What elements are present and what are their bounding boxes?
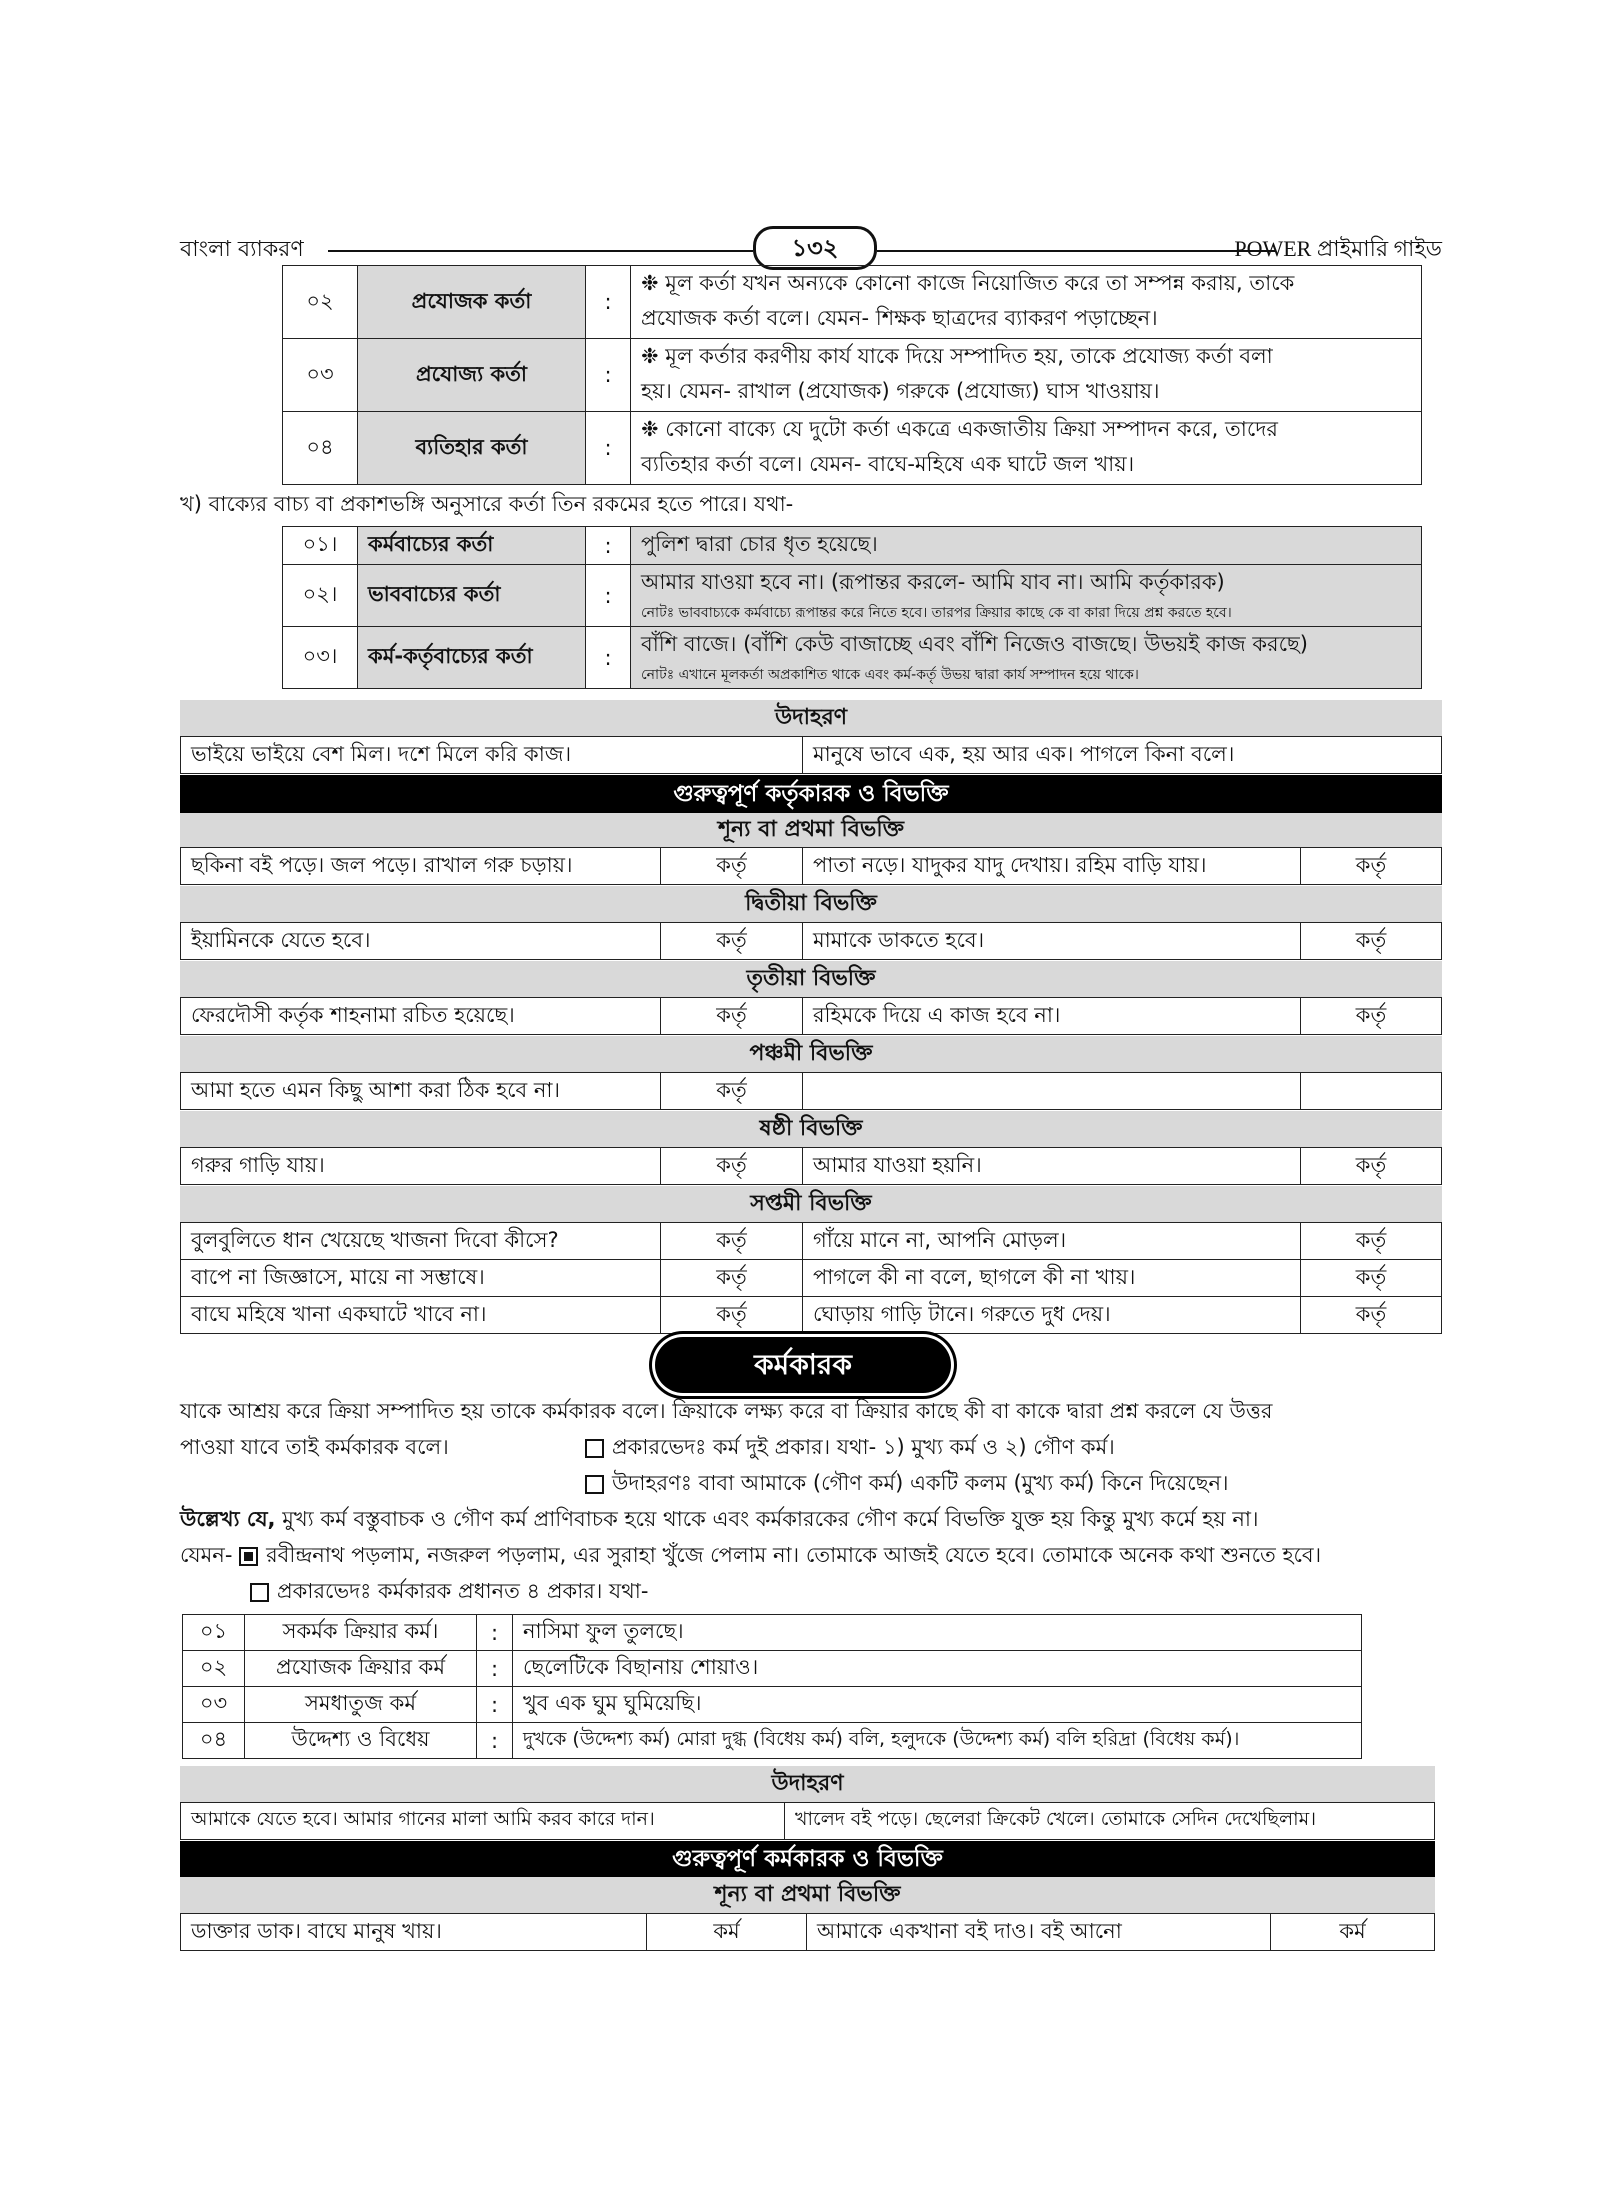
vibhakti-table bbox=[180, 922, 1442, 960]
example-cell: বাঘে মহিষে খানা একঘাটে খাবে না। bbox=[181, 1297, 661, 1334]
kha-intro: খ) বাক্যের বাচ্য বা প্রকাশভঙ্গি অনুসারে কর্তা তিন রকমের হতে পারে। যথা- bbox=[180, 492, 794, 516]
example-cell: ইয়ামিনকে যেতে হবে। bbox=[181, 923, 661, 960]
type-name: উদ্দেশ্য ও বিধেয় bbox=[245, 1723, 477, 1759]
example-heading: উদাহরণ bbox=[180, 1766, 1435, 1802]
example-right: খালেদ বই পড়ে। ছেলেরা ক্রিকেট খেলে। তোমাকে সেদিন দেখেছিলাম। bbox=[785, 1803, 1435, 1840]
karmakarak-definition bbox=[180, 1393, 1442, 1609]
karak-label bbox=[1301, 1073, 1442, 1110]
separator: : bbox=[586, 339, 631, 412]
table-row bbox=[183, 1651, 1362, 1687]
table-row bbox=[183, 1723, 1362, 1759]
example-cell: মামাকে ডাকতে হবে। bbox=[803, 923, 1301, 960]
definition-cell bbox=[631, 412, 1422, 485]
example-text: আমার যাওয়া হবে না। (রূপান্তর করলে- আমি যাব না। আমি কর্তৃকারক) bbox=[641, 570, 1225, 594]
example-cell bbox=[631, 627, 1422, 689]
term-cell: ব্যতিহার কর্তা bbox=[358, 412, 586, 485]
term-cell: কর্মবাচ্যের কর্তা bbox=[358, 527, 586, 565]
row-number: ০৪ bbox=[283, 412, 358, 485]
definition-line: মূল কর্তা যখন অন্যকে কোনো কাজে নিয়োজিত করে তা সম্পন্ন করায়, তাকে bbox=[665, 271, 1295, 295]
filled-checkbox-icon bbox=[239, 1547, 258, 1566]
example-label: যেমন- bbox=[180, 1543, 233, 1567]
type-example: দুখকে (উদ্দেশ্য কর্ম) মোরা দুগ্ধ (বিধেয় কর্ম) বলি, হলুদকে (উদ্দেশ্য কর্ম) বলি হরিদ্রা (বিধেয় কর্ম)। bbox=[513, 1723, 1362, 1759]
note-line bbox=[180, 1501, 1442, 1537]
vibhakti-heading: শূন্য বা প্রথমা বিভক্তি bbox=[180, 1877, 1435, 1913]
example-cell: ফেরদৌসী কর্তৃক শাহনামা রচিত হয়েছে। bbox=[181, 998, 661, 1035]
table-row bbox=[181, 848, 1442, 885]
note-text: মুখ্য কর্ম বস্তুবাচক ও গৌণ কর্ম প্রাণিবাচক হয়ে থাকে এবং কর্মকারকের গৌণ কর্মে বিভক্তি যুক্ত হয় কিন্তু মুখ্য কর্মে হয় না। bbox=[275, 1507, 1259, 1531]
example-cell: রহিমকে দিয়ে এ কাজ হবে না। bbox=[803, 998, 1301, 1035]
row-number: ০৩। bbox=[283, 627, 358, 689]
table-row bbox=[181, 737, 1442, 774]
table-row bbox=[181, 1223, 1442, 1260]
checkbox-icon bbox=[585, 1475, 604, 1494]
karak-label: কর্তৃ bbox=[1301, 848, 1442, 885]
type-note-text: প্রকারভেদঃ কর্ম দুই প্রকার। যথা- ১) মুখ্য কর্ম ও ২) গৌণ কর্ম। bbox=[612, 1435, 1115, 1459]
row-number: ০৪ bbox=[183, 1723, 245, 1759]
example-cell: গাঁয়ে মানে না, আপনি মোড়ল। bbox=[803, 1223, 1301, 1260]
example-cell: ঘোড়ায় গাড়ি টানে। গরুতে দুধ দেয়। bbox=[803, 1297, 1301, 1334]
vibhakti-heading: দ্বিতীয়া বিভক্তি bbox=[180, 886, 1442, 922]
example-cell: বাপে না জিজ্ঞাসে, মায়ে না সম্ভাষে। bbox=[181, 1260, 661, 1297]
table-row bbox=[181, 1148, 1442, 1185]
example-cell: বুলবুলিতে ধান খেয়েছে খাজনা দিবো কীসে? bbox=[181, 1223, 661, 1260]
example-cell bbox=[631, 527, 1422, 565]
karak-label: কর্তৃ bbox=[1301, 1148, 1442, 1185]
term-cell: ভাববাচ্যের কর্তা bbox=[358, 565, 586, 627]
example-left: ভাইয়ে ভাইয়ে বেশ মিল। দশে মিলে করি কাজ। bbox=[181, 737, 803, 774]
separator: : bbox=[586, 412, 631, 485]
vibhakti-heading: সপ্তমী বিভক্তি bbox=[180, 1186, 1442, 1222]
table-row bbox=[181, 1260, 1442, 1297]
example-cell: ছকিনা বই পড়ে। জল পড়ে। রাখাল গরু চড়ায়। bbox=[181, 848, 661, 885]
section-title: গুরুত্বপূর্ণ কর্তৃকারক ও বিভক্তি bbox=[180, 775, 1442, 813]
definition-line: হয়। যেমন- রাখাল (প্রযোজক) গরুকে (প্রযোজ্য) ঘাস খাওয়ায়। bbox=[641, 379, 1160, 403]
type-note bbox=[585, 1429, 1115, 1465]
vibhakti-table bbox=[180, 1913, 1435, 1951]
row-number: ০২ bbox=[183, 1651, 245, 1687]
vachya-karta-table bbox=[282, 526, 1422, 689]
karak-label: কর্তৃ bbox=[661, 998, 803, 1035]
header-rule-left bbox=[328, 250, 753, 252]
definition-line: ব্যতিহার কর্তা বলে। যেমন- বাঘে-মহিষে এক ঘাটে জল খায়। bbox=[641, 452, 1135, 476]
example-right: মানুষে ভাবে এক, হয় আর এক। পাগলে কিনা বলে। bbox=[803, 737, 1442, 774]
header-book-title: POWER প্রাইমারি গাইড bbox=[1234, 236, 1442, 261]
type-name: সকর্মক ক্রিয়ার কর্ম। bbox=[245, 1615, 477, 1651]
example-text: রবীন্দ্রনাথ পড়লাম, নজরুল পড়লাম, এর সুরাহা খুঁজে পেলাম না। তোমাকে আজই যেতে হবে। তোমাকে অনেক কথা শুনতে হবে। bbox=[266, 1543, 1322, 1567]
karma-types-table bbox=[182, 1614, 1362, 1759]
checkbox-icon bbox=[585, 1439, 604, 1458]
term-cell: কর্ম-কর্তৃবাচ্যের কর্তা bbox=[358, 627, 586, 689]
table-row bbox=[181, 1297, 1442, 1334]
table-row bbox=[283, 339, 1422, 412]
definition-cell bbox=[631, 266, 1422, 339]
row-number: ০১ bbox=[183, 1615, 245, 1651]
checkbox-icon bbox=[250, 1583, 269, 1602]
note-text: নোটঃ ভাববাচ্যকে কর্মবাচ্যে রূপান্তর করে নিতে হবে। তারপর ক্রিয়ার কাছে কে বা কারা দিয়ে প্রশ্ন করতে হবে। bbox=[641, 605, 1232, 621]
table-row bbox=[283, 412, 1422, 485]
table-row bbox=[181, 1914, 1435, 1951]
term-cell: প্রযোজক কর্তা bbox=[358, 266, 586, 339]
vibhakti-heading: পঞ্চমী বিভক্তি bbox=[180, 1036, 1442, 1072]
table-row bbox=[183, 1615, 1362, 1651]
karak-label: কর্তৃ bbox=[661, 1297, 803, 1334]
definition-line: যাকে আশ্রয় করে ক্রিয়া সম্পাদিত হয় তাকে কর্মকারক বলে। ক্রিয়াকে লক্ষ্য করে বা ক্রিয়ার কাছে কী বা কাকে দ্বারা প্রশ্ন করলে যে উত্তর bbox=[180, 1399, 1273, 1423]
karak-label: কর্ম bbox=[1271, 1914, 1435, 1951]
type-example: ছেলেটিকে বিছানায় শোয়াও। bbox=[513, 1651, 1362, 1687]
example-cell bbox=[631, 565, 1422, 627]
example-cell: আমার যাওয়া হয়নি। bbox=[803, 1148, 1301, 1185]
example-text: পুলিশ দ্বারা চোর ধৃত হয়েছে। bbox=[641, 532, 878, 556]
karak-label: কর্তৃ bbox=[661, 1073, 803, 1110]
separator: : bbox=[477, 1687, 513, 1723]
karak-label: কর্তৃ bbox=[1301, 923, 1442, 960]
karak-label: কর্তৃ bbox=[661, 1260, 803, 1297]
types-intro-line bbox=[180, 1573, 1442, 1609]
table-row bbox=[283, 627, 1422, 689]
header-subject: বাংলা ব্যাকরণ bbox=[180, 237, 304, 262]
table-row bbox=[181, 1803, 1435, 1840]
vibhakti-table bbox=[180, 997, 1442, 1035]
table-row bbox=[283, 565, 1422, 627]
note-text: নোটঃ এখানে মূলকর্তা অপ্রকাশিত থাকে এবং কর্ম-কর্তৃ উভয় দ্বারা কার্য সম্পাদন হয়ে থাকে। bbox=[641, 667, 1139, 683]
vibhakti-heading: তৃতীয়া বিভক্তি bbox=[180, 961, 1442, 997]
example-cell: পাতা নড়ে। যাদুকর যাদু দেখায়। রহিম বাড়ি যায়। bbox=[803, 848, 1301, 885]
types-intro-text: প্রকারভেদঃ কর্মকারক প্রধানত ৪ প্রকার। যথা- bbox=[277, 1579, 649, 1603]
row-number: ০১। bbox=[283, 527, 358, 565]
separator: : bbox=[586, 266, 631, 339]
example-note-line bbox=[180, 1465, 1442, 1501]
karak-label: কর্তৃ bbox=[661, 923, 803, 960]
definition-line bbox=[180, 1429, 1442, 1465]
section-title: গুরুত্বপূর্ণ কর্মকারক ও বিভক্তি bbox=[180, 1841, 1435, 1877]
karak-label: কর্তৃ bbox=[661, 1148, 803, 1185]
karak-label: কর্তৃ bbox=[661, 848, 803, 885]
row-number: ০৩ bbox=[183, 1687, 245, 1723]
vibhakti-table bbox=[180, 1072, 1442, 1110]
example-cell: পাগলে কী না বলে, ছাগলে কী না খায়। bbox=[803, 1260, 1301, 1297]
example-cell: আমাকে একখানা বই দাও। বই আনো bbox=[807, 1914, 1271, 1951]
example-text: বাঁশি বাজে। (বাঁশি কেউ বাজাচ্ছে এবং বাঁশি নিজেও বাজছে। উভয়ই কাজ করছে) bbox=[641, 632, 1308, 656]
example-cell: গরুর গাড়ি যায়। bbox=[181, 1148, 661, 1185]
definition-line: মূল কর্তার করণীয় কার্য যাকে দিয়ে সম্পাদিত হয়, তাকে প্রযোজ্য কর্তা বলা bbox=[665, 344, 1273, 368]
karak-label: কর্তৃ bbox=[1301, 1260, 1442, 1297]
karmakarak-title-pill: কর্মকারক bbox=[655, 1337, 951, 1393]
separator: : bbox=[477, 1723, 513, 1759]
table-row bbox=[283, 527, 1422, 565]
separator: : bbox=[586, 527, 631, 565]
vibhakti-heading: শূন্য বা প্রথমা বিভক্তি bbox=[180, 813, 1442, 847]
vibhakti-heading: ষষ্ঠী বিভক্তি bbox=[180, 1111, 1442, 1147]
example-line bbox=[180, 1537, 1442, 1573]
karak-label: কর্তৃ bbox=[1301, 1297, 1442, 1334]
separator: : bbox=[477, 1615, 513, 1651]
separator: : bbox=[586, 627, 631, 689]
example-cell: ডাক্তার ডাক। বাঘে মানুষ খায়। bbox=[181, 1914, 647, 1951]
table-row bbox=[181, 1073, 1442, 1110]
separator: : bbox=[586, 565, 631, 627]
row-number: ০৩ bbox=[283, 339, 358, 412]
example-cell bbox=[803, 1073, 1301, 1110]
definition-line: কোনো বাক্যে যে দুটো কর্তা একত্রে একজাতীয় ক্রিয়া সম্পাদন করে, তাদের bbox=[665, 417, 1278, 441]
table-row bbox=[181, 923, 1442, 960]
type-name: প্রযোজক ক্রিয়ার কর্ম bbox=[245, 1651, 477, 1687]
example-left: আমাকে যেতে হবে। আমার গানের মালা আমি করব কারে দান। bbox=[181, 1803, 785, 1840]
definition-text: পাওয়া যাবে তাই কর্মকারক বলে। bbox=[180, 1435, 449, 1459]
karak-label: কর্ম bbox=[647, 1914, 807, 1951]
definition-cell bbox=[631, 339, 1422, 412]
example-table bbox=[180, 1802, 1435, 1840]
table-row bbox=[283, 266, 1422, 339]
karak-label: কর্তৃ bbox=[661, 1223, 803, 1260]
vibhakti-table bbox=[180, 1147, 1442, 1185]
definition-line: প্রযোজক কর্তা বলে। যেমন- শিক্ষক ছাত্রদের ব্যাকরণ পড়াচ্ছেন। bbox=[641, 306, 1158, 330]
table-row bbox=[181, 998, 1442, 1035]
example-heading: উদাহরণ bbox=[180, 700, 1442, 736]
header-rule-right bbox=[877, 250, 1275, 252]
example-note-text: উদাহরণঃ বাবা আমাকে (গৌণ কর্ম) একটি কলম (মুখ্য কর্ম) কিনে দিয়েছেন। bbox=[612, 1471, 1229, 1495]
vibhakti-table bbox=[180, 847, 1442, 885]
row-number: ০২। bbox=[283, 565, 358, 627]
type-name: সমধাতুজ কর্ম bbox=[245, 1687, 477, 1723]
vibhakti-table bbox=[180, 1222, 1442, 1334]
example-cell: আমা হতে এমন কিছু আশা করা ঠিক হবে না। bbox=[181, 1073, 661, 1110]
flower-bullet-icon: ❉ bbox=[641, 344, 659, 368]
karta-types-table bbox=[282, 265, 1422, 485]
separator: : bbox=[477, 1651, 513, 1687]
note-bold: উল্লেখ্য যে, bbox=[180, 1507, 276, 1531]
row-number: ০২ bbox=[283, 266, 358, 339]
flower-bullet-icon: ❉ bbox=[641, 271, 659, 295]
karak-label: কর্তৃ bbox=[1301, 1223, 1442, 1260]
karak-label: কর্তৃ bbox=[1301, 998, 1442, 1035]
type-example: নাসিমা ফুল তুলছে। bbox=[513, 1615, 1362, 1651]
flower-bullet-icon: ❉ bbox=[641, 417, 659, 441]
example-table bbox=[180, 736, 1442, 774]
term-cell: প্রযোজ্য কর্তা bbox=[358, 339, 586, 412]
page-number: ১৩২ bbox=[753, 226, 877, 270]
table-row bbox=[183, 1687, 1362, 1723]
type-example: খুব এক ঘুম ঘুমিয়েছি। bbox=[513, 1687, 1362, 1723]
page-header bbox=[180, 226, 1442, 270]
